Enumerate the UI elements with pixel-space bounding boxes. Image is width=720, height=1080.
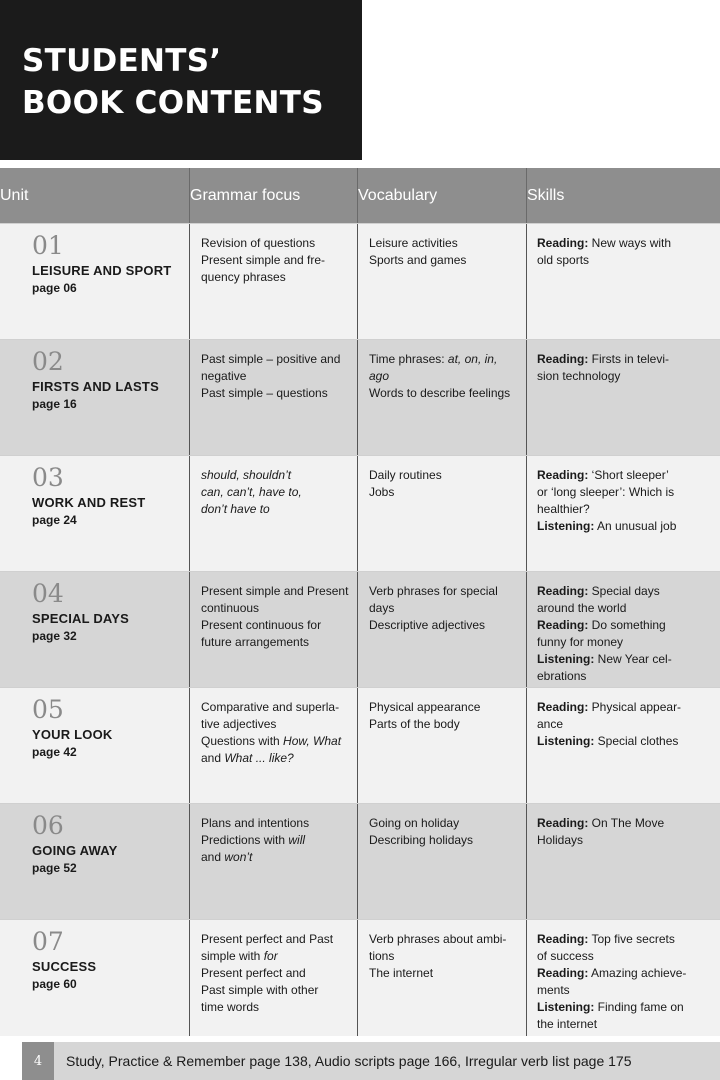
- skills-line: Reading: Special days: [537, 584, 660, 598]
- grammar-cell: [189, 804, 357, 919]
- unit-number: 02: [32, 347, 64, 376]
- title-line-1: STUDENTS’: [22, 43, 222, 79]
- skills-line: around the world: [537, 601, 627, 615]
- skills-line: Reading: Amazing achieve-: [537, 966, 687, 980]
- vocab-line: Leisure activities: [369, 236, 458, 250]
- skills-line: Listening: Finding fame on: [537, 1000, 684, 1014]
- skills-line: of success: [537, 949, 594, 963]
- skills-line: old sports: [537, 253, 590, 267]
- unit-number: 04: [32, 579, 64, 608]
- table-row: [0, 803, 720, 919]
- unit-page: page 16: [32, 397, 77, 411]
- page-number: 4: [22, 1042, 54, 1080]
- unit-number: 01: [32, 231, 64, 260]
- unit-number: 06: [32, 811, 64, 840]
- skills-line: Reading: New ways with: [537, 236, 672, 250]
- skills-line: Reading: Do something: [537, 618, 666, 632]
- vocab-line: Verb phrases about ambi-: [369, 932, 507, 946]
- header-skills: Skills: [526, 168, 720, 223]
- grammar-line: continuous: [201, 601, 260, 615]
- unit-page: page 52: [32, 861, 77, 875]
- skills-line: the internet: [537, 1017, 598, 1031]
- unit-page: page 32: [32, 629, 77, 643]
- unit-page: page 06: [32, 281, 77, 295]
- vocab-line: Going on holiday: [369, 816, 460, 830]
- unit-cell: [0, 224, 189, 339]
- skills-cell: [526, 804, 720, 919]
- grammar-line: tive adjectives: [201, 717, 277, 731]
- skills-cell: [526, 456, 720, 571]
- grammar-line: Present perfect and: [201, 966, 306, 980]
- unit-cell: [0, 920, 189, 1036]
- vocab-line: Time phrases: at, on, in, ago: [369, 352, 498, 383]
- grammar-line: Questions with How, What: [201, 734, 342, 748]
- vocab-line: Words to describe feelings: [369, 386, 511, 400]
- grammar-line: Past simple – positive and: [201, 352, 341, 366]
- grammar-line: negative: [201, 369, 247, 383]
- unit-number: 05: [32, 695, 64, 724]
- unit-name: YOUR LOOK: [32, 727, 113, 742]
- unit-cell: [0, 688, 189, 803]
- vocabulary-cell: [357, 224, 526, 339]
- header-unit: Unit: [0, 187, 29, 204]
- grammar-line: Present simple and Present: [201, 584, 349, 598]
- skills-cell: [526, 688, 720, 803]
- vocab-line: Parts of the body: [369, 717, 460, 731]
- skills-line: sion technology: [537, 369, 621, 383]
- skills-cell: [526, 920, 720, 1036]
- table-header: [0, 168, 720, 223]
- vocabulary-cell: [357, 688, 526, 803]
- vocab-line: days: [369, 601, 395, 615]
- grammar-line: and What ... like?: [201, 751, 294, 765]
- unit-name: SUCCESS: [32, 959, 97, 974]
- vocabulary-cell: [357, 456, 526, 571]
- skills-line: Reading: Firsts in televi-: [537, 352, 670, 366]
- unit-name: GOING AWAY: [32, 843, 118, 858]
- unit-cell: [0, 572, 189, 687]
- grammar-cell: [189, 572, 357, 687]
- grammar-line: time words: [201, 1000, 260, 1014]
- title-block: [0, 0, 362, 160]
- table-body: [0, 223, 720, 1036]
- grammar-cell: [189, 688, 357, 803]
- vocabulary-cell: [357, 572, 526, 687]
- unit-page: page 60: [32, 977, 77, 991]
- vocab-line: Descriptive adjectives: [369, 618, 486, 632]
- unit-page: page 24: [32, 513, 77, 527]
- unit-number: 03: [32, 463, 64, 492]
- table-row: [0, 919, 720, 1036]
- unit-cell: [0, 804, 189, 919]
- grammar-line: Predictions with will: [201, 833, 306, 847]
- grammar-line: Past simple with other: [201, 983, 319, 997]
- grammar-line: Present continuous for: [201, 618, 322, 632]
- grammar-line: future arrangements: [201, 635, 310, 649]
- grammar-line: simple with for: [201, 949, 278, 963]
- skills-line: Reading: Physical appear-: [537, 700, 682, 714]
- vocab-line: Sports and games: [369, 253, 467, 267]
- table-row: [0, 455, 720, 571]
- unit-cell: [0, 340, 189, 455]
- grammar-line: Comparative and superla-: [201, 700, 340, 714]
- vocab-line: Verb phrases for special: [369, 584, 498, 598]
- title-line-2: BOOK CONTENTS: [22, 85, 324, 121]
- skills-cell: [526, 340, 720, 455]
- grammar-line: quency phrases: [201, 270, 286, 284]
- footer-text: Study, Practice & Remember page 138, Audio scripts page 166, Irregular verb list page 175: [66, 1053, 632, 1069]
- vocab-line: Daily routines: [369, 468, 442, 482]
- skills-line: Listening: New Year cel-: [537, 652, 672, 666]
- table-row: [0, 223, 720, 339]
- vocab-line: tions: [369, 949, 395, 963]
- vocab-line: The internet: [369, 966, 434, 980]
- grammar-line: Plans and intentions: [201, 816, 310, 830]
- vocab-line: Physical appearance: [369, 700, 481, 714]
- grammar-line: can, can’t, have to,: [201, 485, 302, 499]
- skills-line: Listening: An unusual job: [537, 519, 677, 533]
- skills-line: ance: [537, 717, 564, 731]
- skills-line: Reading: On The Move: [537, 816, 665, 830]
- grammar-line: Past simple – questions: [201, 386, 328, 400]
- footer: [22, 1042, 720, 1080]
- skills-line: Holidays: [537, 833, 584, 847]
- skills-cell: [526, 224, 720, 339]
- unit-cell: [0, 456, 189, 571]
- unit-name: WORK AND REST: [32, 495, 146, 510]
- skills-line: Reading: Top five secrets: [537, 932, 675, 946]
- grammar-line: should, shouldn’t: [201, 468, 292, 482]
- skills-line: Reading: ‘Short sleeper’: [537, 468, 669, 482]
- unit-name: SPECIAL DAYS: [32, 611, 130, 626]
- unit-page: page 42: [32, 745, 77, 759]
- grammar-cell: [189, 456, 357, 571]
- vocabulary-cell: [357, 804, 526, 919]
- grammar-line: and won’t: [201, 850, 253, 864]
- unit-number: 07: [32, 927, 64, 956]
- grammar-line: Present perfect and Past: [201, 932, 334, 946]
- skills-line: or ‘long sleeper’: Which is: [537, 485, 675, 499]
- table-row: [0, 687, 720, 803]
- grammar-line: Present simple and fre-: [201, 253, 326, 267]
- grammar-cell: [189, 224, 357, 339]
- grammar-cell: [189, 340, 357, 455]
- unit-name: LEISURE AND SPORT: [32, 263, 172, 278]
- header-vocabulary: Vocabulary: [357, 168, 526, 223]
- vocab-line: Describing holidays: [369, 833, 474, 847]
- page-title: [22, 40, 362, 124]
- vocabulary-cell: [357, 920, 526, 1036]
- header-grammar: Grammar focus: [189, 168, 357, 223]
- skills-line: ments: [537, 983, 570, 997]
- vocabulary-cell: [357, 340, 526, 455]
- grammar-cell: [189, 920, 357, 1036]
- skills-line: ebrations: [537, 669, 587, 683]
- table-row: [0, 571, 720, 687]
- unit-name: FIRSTS AND LASTS: [32, 379, 159, 394]
- vocab-line: Jobs: [369, 485, 395, 499]
- grammar-line: don’t have to: [201, 502, 270, 516]
- contents-table: [0, 168, 720, 1036]
- skills-line: Listening: Special clothes: [537, 734, 679, 748]
- skills-line: funny for money: [537, 635, 624, 649]
- table-row: [0, 339, 720, 455]
- grammar-line: Revision of questions: [201, 236, 316, 250]
- skills-line: healthier?: [537, 502, 590, 516]
- skills-cell: [526, 572, 720, 687]
